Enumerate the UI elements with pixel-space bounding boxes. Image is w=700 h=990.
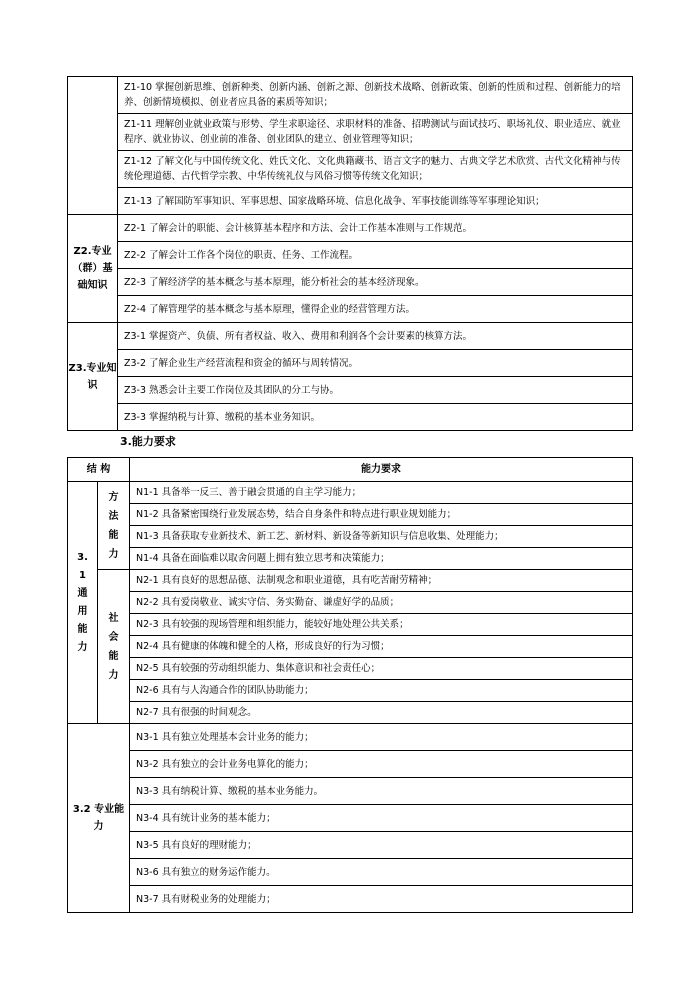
list-item: Z3-1 掌握资产、负债、所有者权益、收入、费用和利润各个会计要素的核算方法。	[118, 323, 633, 350]
list-item: N1-3 具备获取专业新技术、新工艺、新材料、新设备等新知识与信息收集、处理能力；	[130, 526, 633, 548]
list-item: Z1-12 了解文化与中国传统文化、姓氏文化、文化典籍藏书、语言文字的魅力、古典文学艺术欣赏、古代文化精神与传统伦理道德、古代哲学宗教、中华传统礼仪与风俗习惯等传统文化知识；	[118, 151, 633, 188]
list-item: N2-6 具有与人沟通合作的团队协助能力；	[130, 680, 633, 702]
method-label: 方法能力	[108, 491, 119, 560]
list-item: N2-4 具有健康的体魄和健全的人格，形成良好的行为习惯；	[130, 636, 633, 658]
list-item: N3-5 具有良好的理财能力；	[130, 832, 633, 859]
list-item: N1-1 具备举一反三、善于融会贯通的自主学习能力；	[130, 482, 633, 504]
list-item: N3-1 具有独立处理基本会计业务的能力；	[130, 724, 633, 751]
z3-category-label: Z3.专业知识	[68, 323, 118, 431]
list-item: Z2-3 了解经济学的基本概念与基本原理，能分析社会的基本经济现象。	[118, 269, 633, 296]
social-label-cell	[98, 570, 130, 724]
method-label-cell	[98, 482, 130, 570]
s31-label: 3.1 通用能力	[77, 551, 88, 653]
list-item: N3-3 具有纳税计算、缴税的基本业务能力。	[130, 778, 633, 805]
section-title: 3.能力要求	[120, 435, 176, 448]
list-item: N1-2 具备紧密围绕行业发展态势，结合自身条件和特点进行职业规划能力；	[130, 504, 633, 526]
list-item: Z1-13 了解国防军事知识、军事思想、国家战略环境、信息化战争、军事技能训练等军事理论知识；	[118, 188, 633, 215]
list-item: N2-1 具有良好的思想品德、法制观念和职业道德，具有吃苦耐劳精神；	[130, 570, 633, 592]
list-item: N3-7 具有财税业务的处理能力；	[130, 886, 633, 913]
list-item: Z3-3 熟悉会计主要工作岗位及其团队的分工与协。	[118, 377, 633, 404]
list-item: N1-4 具备在面临难以取舍问题上拥有独立思考和决策能力；	[130, 548, 633, 570]
list-item: N3-4 具有统计业务的基本能力；	[130, 805, 633, 832]
list-item: Z3-2 了解企业生产经营流程和资金的循环与周转情况。	[118, 350, 633, 377]
list-item: Z3-3 掌握纳税与计算、缴税的基本业务知识。	[118, 404, 633, 431]
list-item: Z2-1 了解会计的职能、会计核算基本程序和方法、会计工作基本准则与工作规范。	[118, 215, 633, 242]
list-item: N2-3 具有较强的现场管理和组织能力，能较好地处理公共关系；	[130, 614, 633, 636]
list-item: N2-2 具有爱岗敬业、诚实守信、务实勤奋、谦虚好学的品质；	[130, 592, 633, 614]
social-label: 社会能力	[108, 612, 119, 681]
list-item: Z2-4 了解管理学的基本概念与基本原理，懂得企业的经营管理方法。	[118, 296, 633, 323]
list-item: N3-6 具有独立的财务运作能力。	[130, 859, 633, 886]
knowledge-table	[67, 76, 633, 431]
list-item: N2-5 具有较强的劳动组织能力、集体意识和社会责任心；	[130, 658, 633, 680]
list-item: Z1-10 掌握创新思维、创新种类、创新内涵、创新之源、创新技术战略、创新政策、创新的性质和过程、创新能力的培养、创新情境模拟、创业者应具备的素质等知识；	[118, 77, 633, 114]
z1-category-cell	[68, 77, 118, 215]
ability-table	[67, 457, 633, 913]
z2-category-label: Z2.专业（群）基础知识	[68, 215, 118, 323]
s31-label-cell	[68, 482, 98, 724]
s32-label: 3.2 专业能力	[68, 724, 130, 913]
list-item: N3-2 具有独立的会计业务电算化的能力；	[130, 751, 633, 778]
list-item: Z1-11 理解创业就业政策与形势、学生求职途径、求职材料的准备、招聘测试与面试技巧、职场礼仪、职业适应、就业程序、就业协议、创业前的准备、创业团队的建立、创业管理等知识；	[118, 114, 633, 151]
header-structure: 结 构	[68, 458, 130, 482]
list-item: N2-7 具有很强的时间观念。	[130, 702, 633, 724]
header-ability: 能力要求	[130, 458, 633, 482]
list-item: Z2-2 了解会计工作各个岗位的职责、任务、工作流程。	[118, 242, 633, 269]
